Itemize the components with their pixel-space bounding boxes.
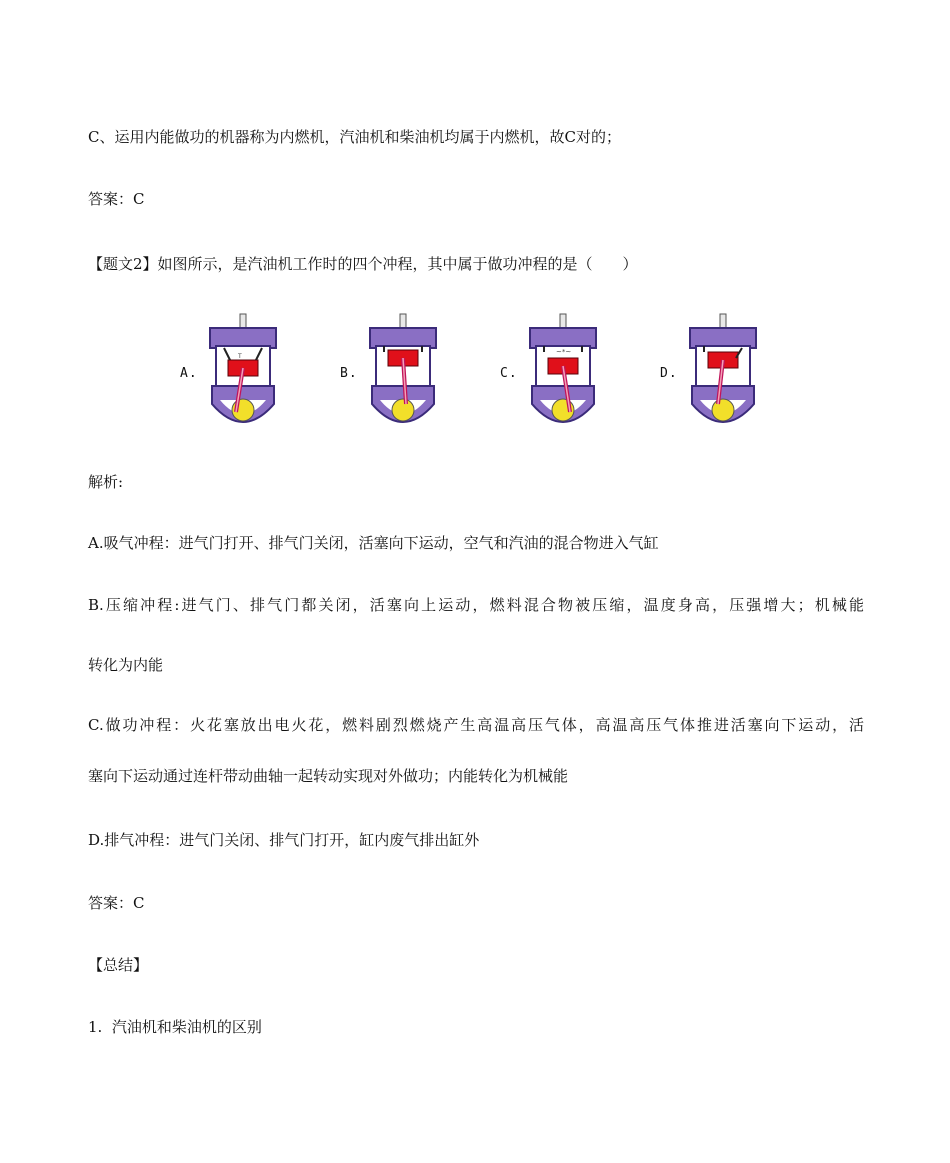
- option-b-label: B.: [340, 366, 358, 381]
- analysis-a: A.吸气冲程：进气门打开、排气门关闭，活塞向下运动，空气和汽油的混合物进入气缸: [88, 534, 659, 552]
- analysis-c-continued: 塞向下运动通过连杆带动曲轴一起转动实现对外做功；内能转化为机械能: [88, 767, 569, 785]
- engine-diagram-icon: [686, 312, 760, 436]
- engine-strokes-figure: [180, 312, 770, 440]
- option-a-label: A.: [180, 366, 198, 381]
- answer-line-2: 答案：C: [88, 894, 145, 912]
- option-c: [500, 312, 640, 440]
- analysis-c: C.做功冲程：火花塞放出电火花，燃料剧烈燃烧产生高温高压气体，高温高压气体推进活塞向下运动，活: [88, 716, 864, 734]
- option-d-label: D.: [660, 366, 678, 381]
- analysis-b-continued: 转化为内能: [88, 656, 164, 674]
- answer-line-1: 答案：C: [88, 190, 145, 208]
- analysis-d: D.排气冲程：进气门关闭、排气门打开，缸内废气排出缸外: [88, 831, 480, 849]
- summary-item-1: 1. 汽油机和柴油机的区别: [88, 1018, 262, 1036]
- option-b: [340, 312, 480, 440]
- option-d: [660, 312, 800, 440]
- svg-text:T: T: [238, 353, 242, 360]
- option-a: [180, 312, 320, 440]
- analysis-heading: 解析:: [88, 473, 124, 491]
- engine-diagram-icon: [526, 312, 600, 436]
- analysis-b: B.压缩冲程:进气门、排气门都关闭，活塞向上运动，燃料混合物被压缩，温度身高，压强增大；机械能: [88, 596, 864, 614]
- engine-diagram-icon: [206, 312, 280, 436]
- svg-text:~*~: ~*~: [556, 348, 572, 356]
- engine-diagram-icon: [366, 312, 440, 436]
- question-title: 【题文2】如图所示，是汽油机工作时的四个冲程，其中属于做功冲程的是（ ）: [88, 255, 638, 273]
- option-c-label: C.: [500, 366, 518, 381]
- text-line-1: C、运用内能做功的机器称为内燃机，汽油机和柴油机均属于内燃机，故C对的；: [88, 128, 621, 146]
- summary-heading: 【总结】: [88, 956, 149, 974]
